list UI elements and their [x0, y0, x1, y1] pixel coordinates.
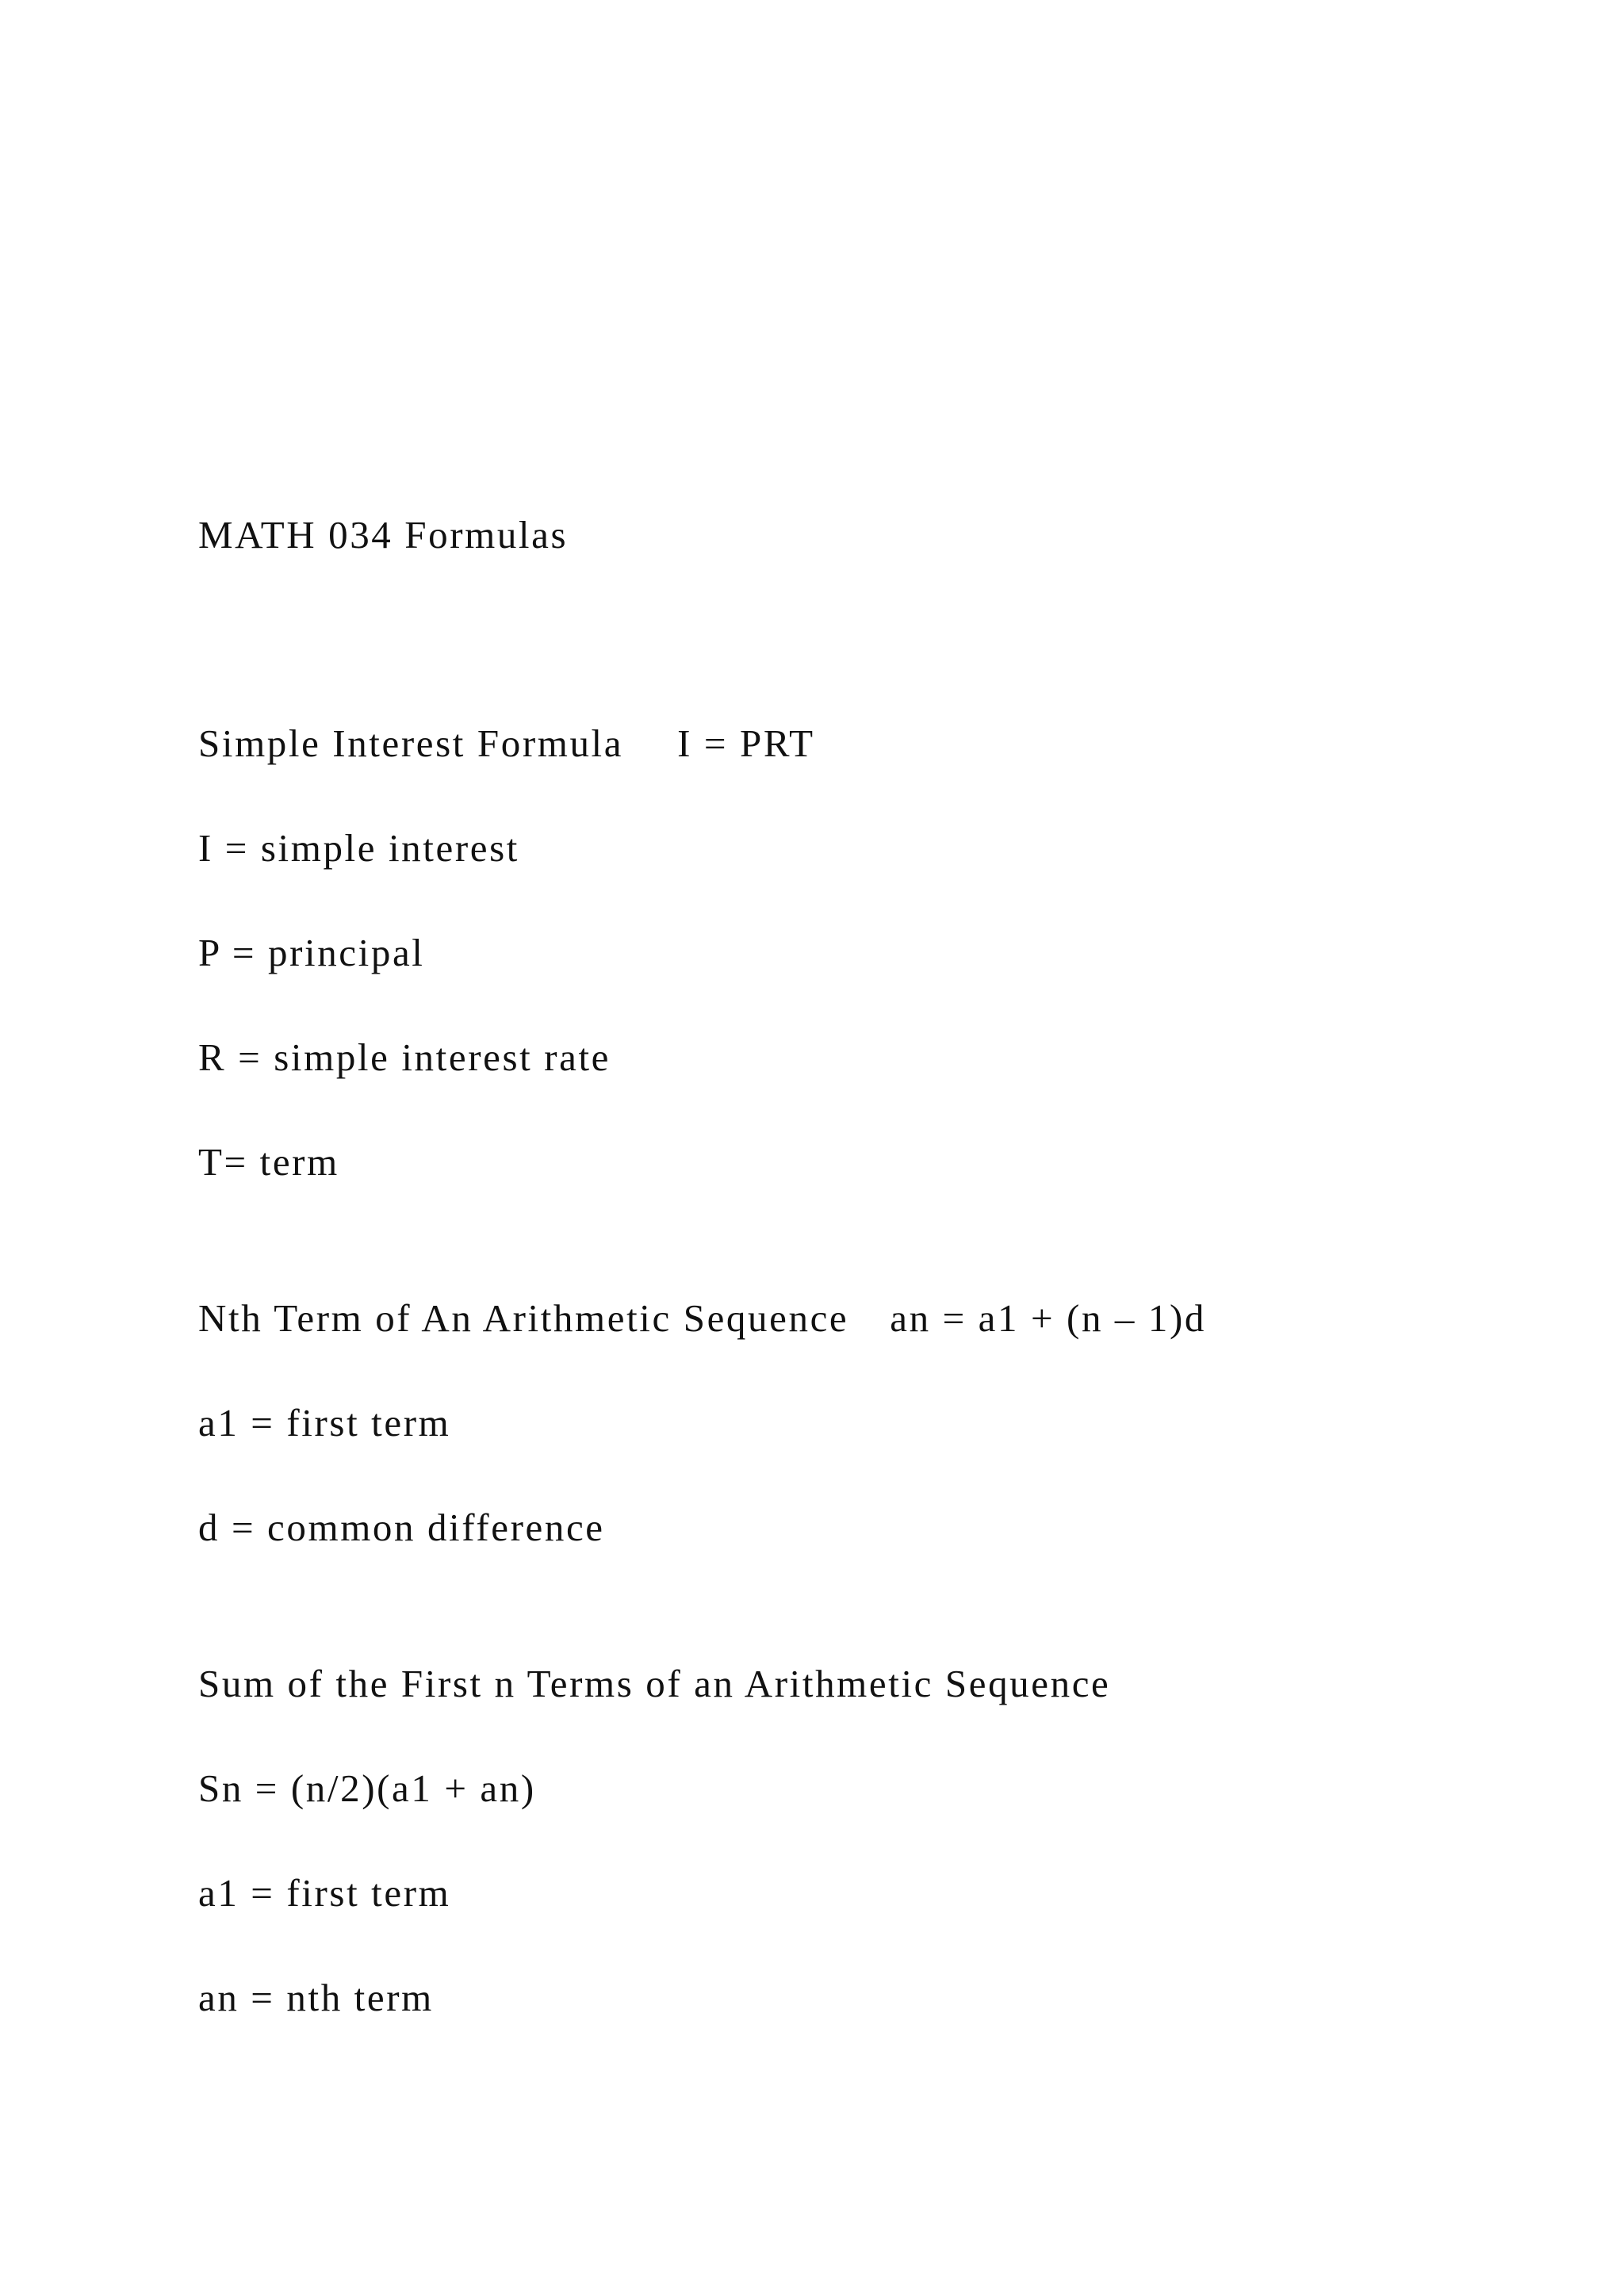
simple-interest-heading: Simple Interest Formula [198, 721, 624, 765]
nth-term-formula: an = a1 + (n – 1)d [890, 1296, 1206, 1340]
definition-line: d = common difference [198, 1506, 605, 1549]
simple-interest-formula: I = PRT [677, 721, 815, 765]
definition-line: an = nth term [198, 1976, 434, 2019]
simple-interest-heading-line [198, 720, 815, 767]
sum-terms-heading: Sum of the First n Terms of an Arithmetic Sequence [198, 1662, 1111, 1705]
document-title: MATH 034 Formulas [198, 513, 569, 557]
definition-line: a1 = first term [198, 1401, 451, 1445]
sum-terms-formula: Sn = (n/2)(a1 + an) [198, 1766, 536, 1810]
definition-line: P = principal [198, 931, 425, 974]
definition-line: I = simple interest [198, 826, 519, 870]
nth-term-heading-line [198, 1295, 1206, 1342]
definition-line: a1 = first term [198, 1871, 451, 1915]
definition-line: T= term [198, 1140, 339, 1184]
nth-term-heading: Nth Term of An Arithmetic Sequence [198, 1296, 849, 1340]
definition-line: R = simple interest rate [198, 1035, 611, 1079]
